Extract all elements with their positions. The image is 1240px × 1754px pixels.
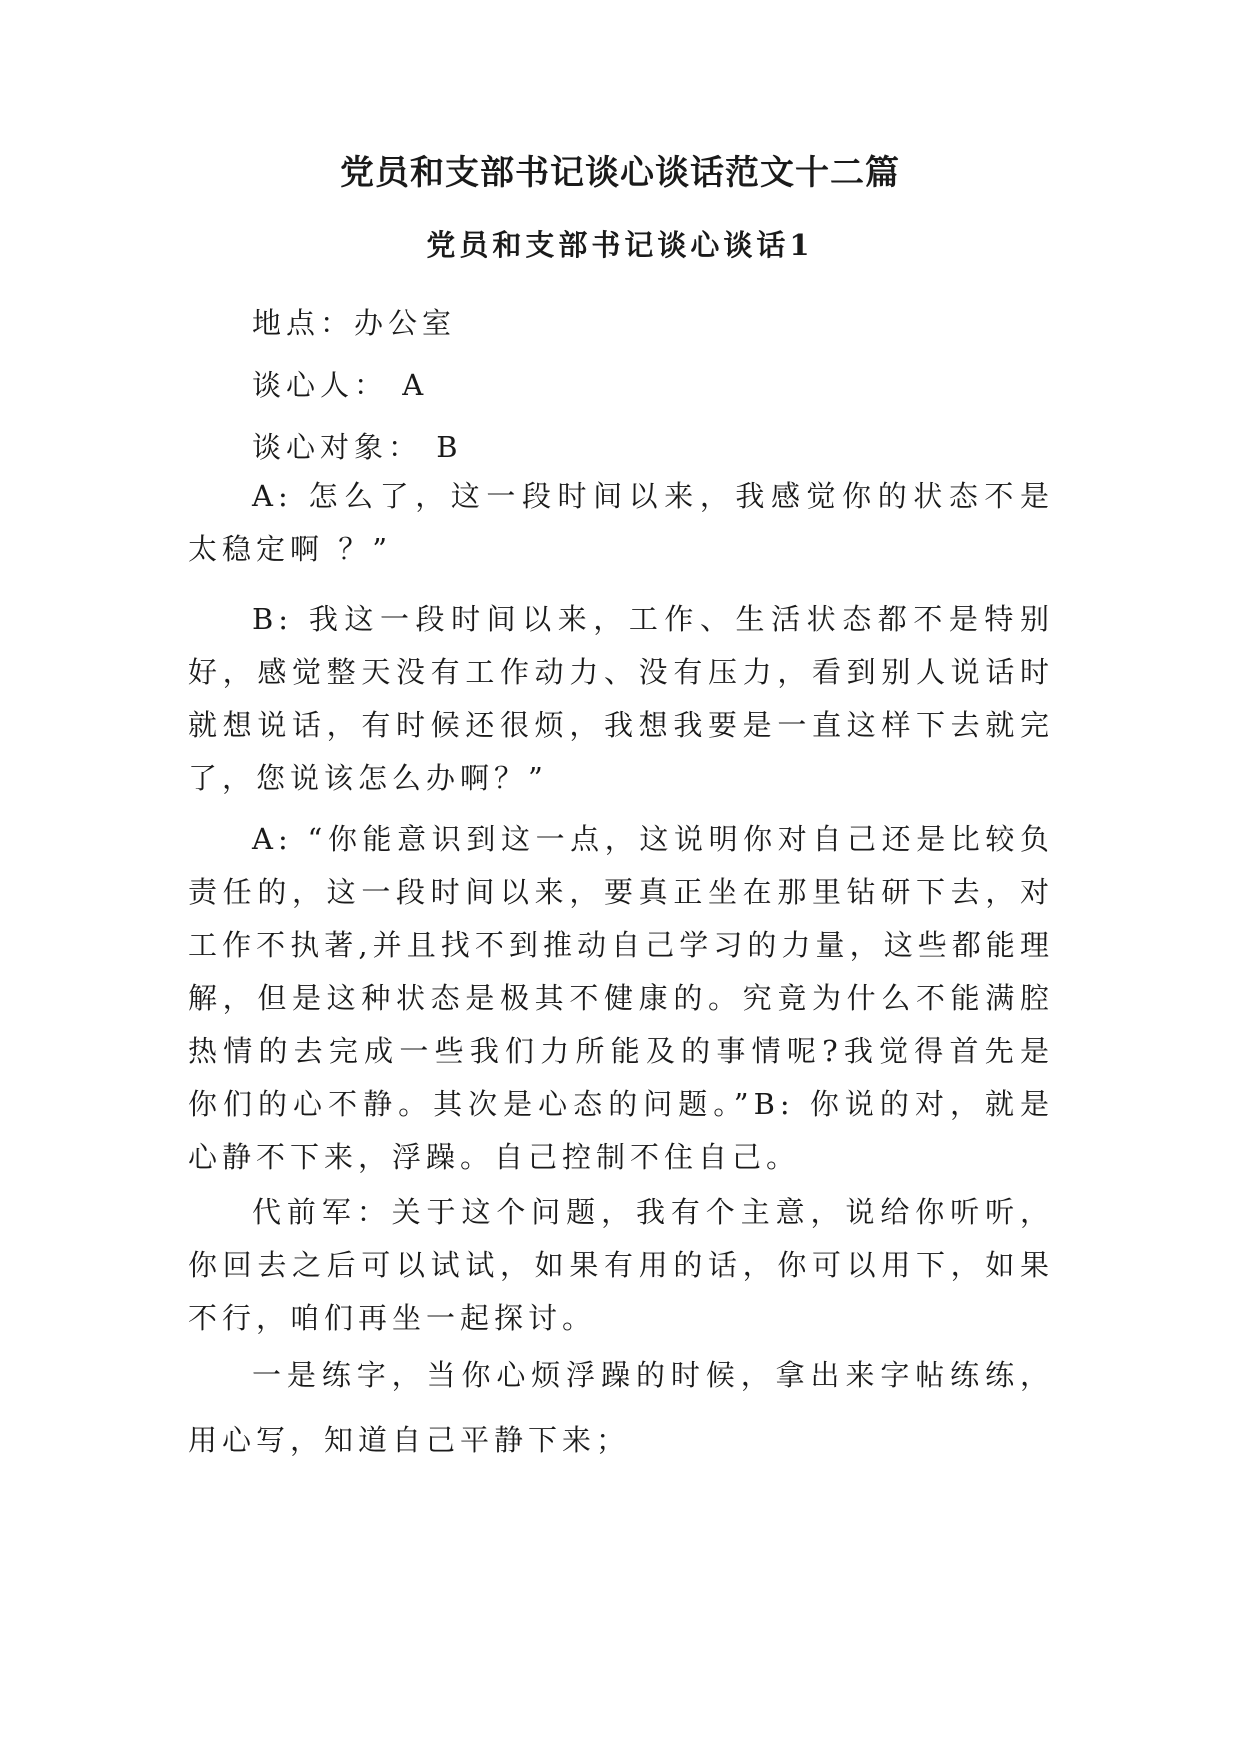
meta-place: 地点：办公室 bbox=[252, 306, 457, 340]
document-title: 党员和支部书记谈心谈话范文十二篇 bbox=[340, 153, 900, 193]
dialogue-paragraph: A: 怎么了，这一段时间以来，我感觉你的状态不是太稳定啊 ？” bbox=[188, 479, 1054, 566]
meta-target: 谈心对象： B bbox=[252, 430, 463, 464]
dialogue-paragraph: 一是练字，当你心烦浮躁的时候，拿出来字帖练练，用心写，知道自己平静下来； bbox=[188, 1358, 1054, 1457]
dialogue-paragraph: B: 我这一段时间以来，工作、生活状态都不是特别好，感觉整天没有工作动力、没有压力，看到别人说话时就想说话，有时候还很烦，我想我要是一直这样下去就完了，您说该怎么办啊？” bbox=[188, 602, 1054, 795]
dialogue-paragraph: A: “你能意识到这一点，这说明你对自己还是比较负责任的，这一段时间以来，要真正坐在那里钻研下去，对工作不执著,并且找不到推动自己学习的力量，这些都能理解，但是这种状态是极其不健康的。究竟为什么不能满腔热情的去完成一些我们力所能及的事情呢?我觉得首先是你们的心不静。其次是心态的问题。”B: 你说的对，就是心静不下来，浮躁。自己控制不住自己。 bbox=[188, 822, 1054, 1174]
document-subtitle: 党员和支部书记谈心谈话1 bbox=[426, 228, 814, 262]
dialogue-paragraph: 代前军：关于这个问题，我有个主意，说给你听听，你回去之后可以试试，如果有用的话，你可以用下，如果不行，咱们再坐一起探讨。 bbox=[188, 1195, 1054, 1335]
meta-speaker: 谈心人： A bbox=[252, 368, 429, 402]
